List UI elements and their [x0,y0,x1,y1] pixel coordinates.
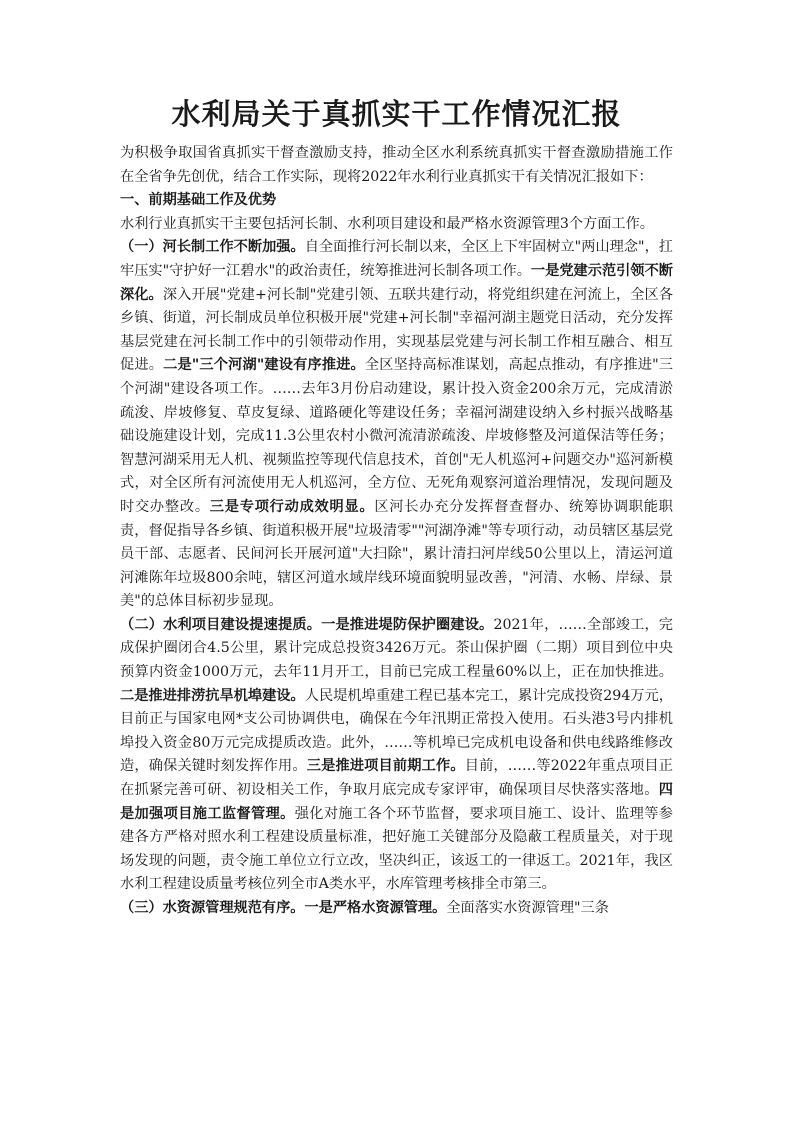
point-heading: 一是推进堤防保护圈建设。 [321,616,494,633]
point-heading: 一是党建示范引领不断深化。 [120,262,673,303]
paragraph-text: 全面落实水资源管理"三条 [446,900,609,916]
subsection-heading: （一）河长制工作不断加强。 [120,239,305,256]
paragraph-text: 强化对施工各个环节监督，要求项目施工、设计、监理等参建各方严格对照水利工程建设质量标准，把好施工关键部分及隐蔽工程质量关，对于现场发现的问题，责令施工单位立行立改，坚决纠正，该返工的一律返工。2021年，我区水利工程建设质量考核位列全市A类水平，水库管理考核排全市第三。 [120,805,673,893]
paragraph-text: 自全面推行河长制以来，全区上下牢固树立"两山理念"，扛牢压实"守护好一江碧水"的政治责任，统筹推进河长制各项工作。 [120,239,673,279]
paragraph-text: 区河长办充分发挥督查督办、统筹协调职能职责，督促指导各乡镇、街道积极开展"垃圾清零""河湖净滩"等专项行动，动员辖区基层党员干部、志愿者、民间河长开展河道"大扫除"，累计清扫河岸线50公里以上，清运河道河滩陈年垃圾800余吨，辖区河道水域岸线环境面貌明显改善，"河清、水畅、岸绿、景美"的总体目标初步显现。 [120,498,673,610]
paragraph-text: 深入开展"党建+河长制"党建引领、五联共建行动，将党组织建在河流上，全区各乡镇、街道，河长制成员单位积极开展"党建+河长制"幸福河湖主题党日活动，充分发挥基层党建在河长制工作中的引领带动作用，实现基层党建与河长制工作相互融合、相互促进。 [120,286,673,374]
paragraph-text: 2021年，……全部竣工，完成保护圈闭合4.5公里，累计完成总投资3426万元。茶山保护圈（二期）项目到位中央预算内资金1000万元，去年11月开工，目前已完成工程量60%以上，正在加快推进。 [120,616,673,681]
document-title: 水利局关于真抓实干工作情况汇报 [171,97,622,131]
project-construction-paragraph [120,614,673,897]
section-heading: 一、前期基础工作及优势 [120,192,277,209]
point-heading: 二是"三个河湖"建设有序推进。 [163,357,365,374]
water-resource-paragraph [120,897,673,921]
intro-paragraph: 为积极争取国省真抓实干督查激励支持，推动全区水利系统真抓实干督查激励措施工作在全省争先创优，结合工作实际，现将2022年水利行业真抓实干有关情况汇报如下： [120,145,673,185]
point-heading: 三是专项行动成效明显。 [209,498,375,515]
point-heading: 一是严格水资源管理。 [304,900,447,916]
document-body [120,142,673,921]
paragraph-text: 目前，……等2022年重点项目正在抓紧完善可研、初设相关工作，争取月底完成专家评审，确保项目尽快落实落地。 [120,758,673,799]
subsection-heading: （二）水利项目建设提速提质。 [120,616,322,633]
point-heading: 三是推进项目前期工作。 [306,758,465,775]
section-lead-paragraph: 水利行业真抓实干主要包括河长制、水利项目建设和最严格水资源管理3个方面工作。 [120,215,654,232]
subsection-heading: （三）水资源管理规范有序。 [120,900,305,916]
point-heading: 二是推进排涝抗旱机埠建设。 [120,687,305,704]
paragraph-text: 全区坚持高标准谋划，高起点推动，有序推进"三个河湖"建设各项工作。……去年3月份启动建设，累计投入资金200余万元，完成清淤疏浚、岸坡修复、草皮复绿、道路硬化等建设任务；幸福河湖建设纳入乡村振兴战略基础设施建设计划，完成11.3公里农村小微河流清淤疏浚、岸坡修整及河道保洁等任务；智慧河湖采用无人机、视频监控等现代信息技术，首创"无人机巡河+问题交办"巡河新模式，对全区所有河流使用无人机巡河，全方位、无死角观察河道治理情况，发现问题及时交办整改。 [120,357,673,515]
paragraph-text: 人民堤机埠重建工程已基本完工，累计完成投资294万元，目前正与国家电网*支公司协调供电，确保在今年汛期正常投入使用。石头港3号内排机埠投入资金80万元完成提质改造。此外，……等机埠已完成机电设备和供电线路维修改造，确保关键时刻发挥作用。 [120,687,673,775]
river-chief-paragraph [120,236,673,614]
point-heading: 四是加强项目施工监督管理。 [120,782,673,822]
